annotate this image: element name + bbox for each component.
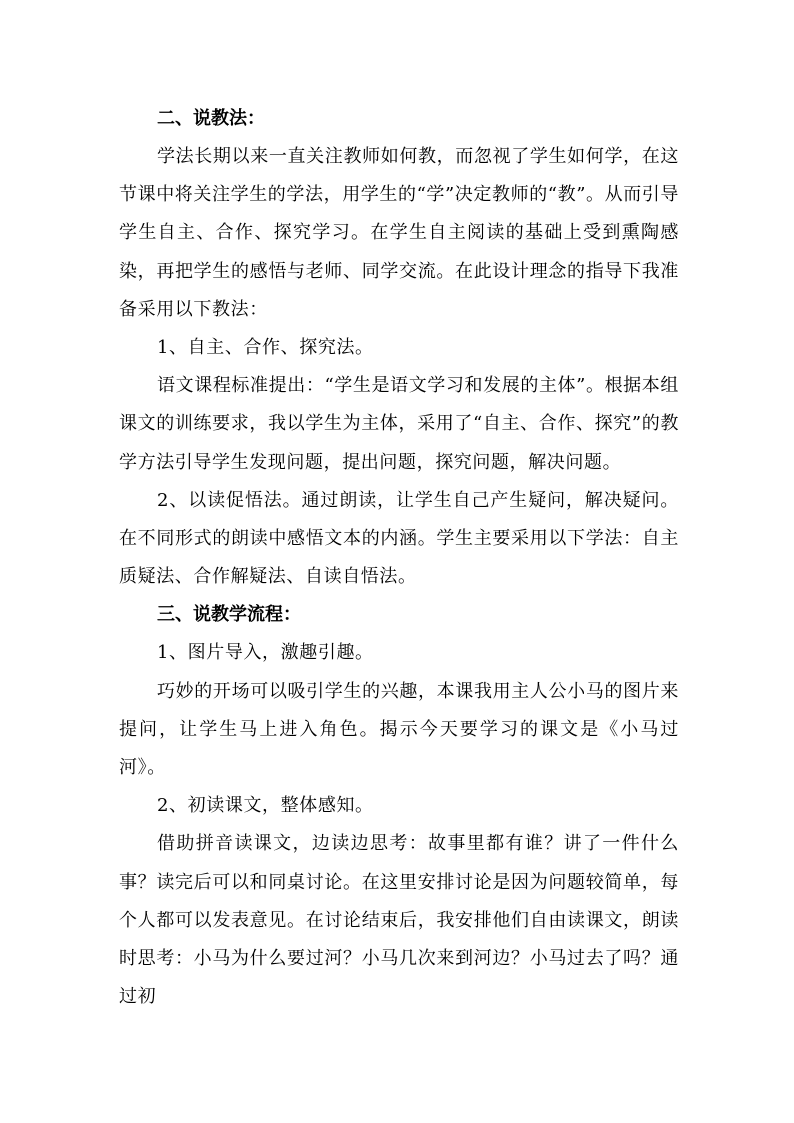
paragraph-method-1-detail: 语文课程标准提出：“学生是语文学习和发展的主体”。根据本组课文的训练要求，我以学生为主体，采用了“自主、合作、探究”的教学方法引导学生发现问题，提出问题，探究问题，解决问题。: [119, 375, 679, 473]
paragraph-teaching-method-intro: 学法长期以来一直关注教师如何教，而忽视了学生如何学，在这节课中将关注学生的学法，用学生的“学”决定教师的“教”。从而引导学生自主、合作、探究学习。在学生自主阅读的基础上受到熏陶感染，再把学生的感悟与老师、同学交流。在此设计理念的指导下我准备采用以下教法：: [119, 146, 680, 320]
paragraph-process-1-detail: 巧妙的开场可以吸引学生的兴趣，本课我用主人公小马的图片来提问，让学生马上进入角色。揭示今天要学习的课文是《小马过河》。: [119, 680, 679, 779]
list-item-process-1: 1、图片导入，激趣引趣。: [157, 642, 374, 664]
paragraph-process-2-detail: 借助拼音读课文，边读边思考：故事里都有谁？讲了一件什么事？读完后可以和同桌讨论。在这里安排讨论是因为问题较简单，每个人都可以发表意见。在讨论结束后，我安排他们自由读课文，朗读时思考：小马为什么要过河？小马几次来到河边？小马过去了吗？通过初: [119, 833, 679, 1008]
list-item-method-1: 1、自主、合作、探究法。: [157, 337, 374, 359]
section-heading-teaching-method: 二、说教法：: [157, 108, 265, 129]
section-heading-teaching-process: 三、说教学流程：: [157, 604, 301, 626]
paragraph-method-2: 2、以读促悟法。通过朗读，让学生自己产生疑问，解决疑问。在不同形式的朗读中感悟文本的内涵。学生主要采用以下学法：自主质疑法、合作解疑法、自读自悟法。: [119, 489, 679, 588]
list-item-process-2: 2、初读课文，整体感知。: [157, 795, 374, 817]
document-body: [119, 100, 679, 1016]
